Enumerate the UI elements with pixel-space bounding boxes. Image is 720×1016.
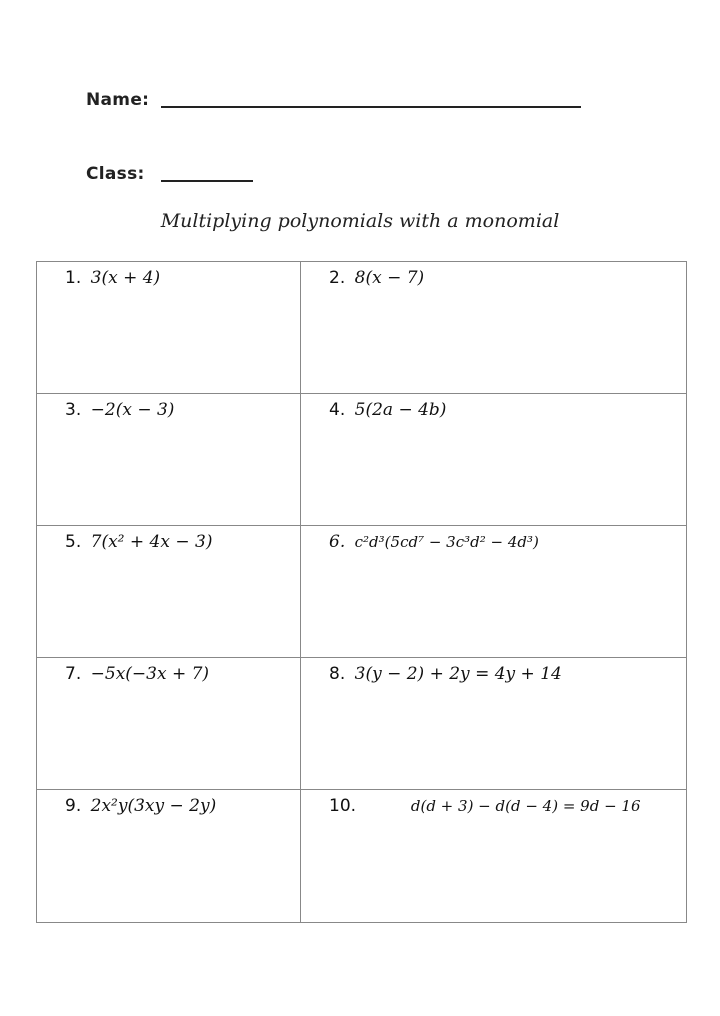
problem-expression: 7(x² + 4x − 3) bbox=[90, 532, 213, 552]
problem-cell-8[interactable] bbox=[301, 658, 686, 790]
problem-expression: −5x(−3x + 7) bbox=[90, 664, 210, 684]
problem-expression: c²d³(5cd⁷ − 3c³d² − 4d³) bbox=[354, 533, 539, 551]
problem-number: 2. bbox=[329, 268, 346, 288]
problem-cell-4[interactable] bbox=[301, 394, 686, 526]
problem-cell-1[interactable] bbox=[37, 262, 301, 394]
problem-expression: 3(x + 4) bbox=[90, 268, 161, 288]
problem-3 bbox=[65, 400, 174, 420]
problem-number: 8. bbox=[329, 664, 346, 684]
name-label: Name: bbox=[86, 90, 150, 110]
problem-number: 7. bbox=[65, 664, 82, 684]
problem-grid bbox=[36, 261, 687, 923]
problem-cell-5[interactable] bbox=[37, 526, 301, 658]
problem-5 bbox=[65, 532, 212, 552]
problem-9 bbox=[65, 796, 216, 816]
problem-number: 1. bbox=[65, 268, 82, 288]
problem-number: 5. bbox=[65, 532, 82, 552]
problem-cell-9[interactable] bbox=[37, 790, 301, 922]
problem-6 bbox=[329, 532, 539, 552]
problem-number: 3. bbox=[65, 400, 82, 420]
name-field[interactable] bbox=[161, 106, 581, 108]
problem-expression: 5(2a − 4b) bbox=[354, 400, 447, 420]
problem-expression: 3(y − 2) + 2y = 4y + 14 bbox=[354, 664, 562, 684]
problem-8 bbox=[329, 664, 562, 684]
problem-expression: d(d + 3) − d(d − 4) = 9d − 16 bbox=[410, 797, 641, 815]
problem-cell-6[interactable] bbox=[301, 526, 686, 658]
problem-number: 10. bbox=[329, 796, 357, 816]
problem-number: 6. bbox=[329, 532, 346, 552]
problem-number: 4. bbox=[329, 400, 346, 420]
problem-10 bbox=[329, 796, 641, 816]
problem-cell-2[interactable] bbox=[301, 262, 686, 394]
class-label: Class: bbox=[86, 164, 145, 184]
problem-expression: −2(x − 3) bbox=[90, 400, 175, 420]
problem-number: 9. bbox=[65, 796, 82, 816]
problem-2 bbox=[329, 268, 424, 288]
problem-cell-10[interactable] bbox=[301, 790, 686, 922]
problem-cell-7[interactable] bbox=[37, 658, 301, 790]
problem-1 bbox=[65, 268, 160, 288]
problem-expression: 8(x − 7) bbox=[354, 268, 425, 288]
problem-7 bbox=[65, 664, 209, 684]
problem-4 bbox=[329, 400, 446, 420]
problem-cell-3[interactable] bbox=[37, 394, 301, 526]
worksheet-title: Multiplying polynomials with a monomial bbox=[160, 210, 560, 232]
problem-expression: 2x²y(3xy − 2y) bbox=[90, 796, 217, 816]
class-field[interactable] bbox=[161, 180, 253, 182]
